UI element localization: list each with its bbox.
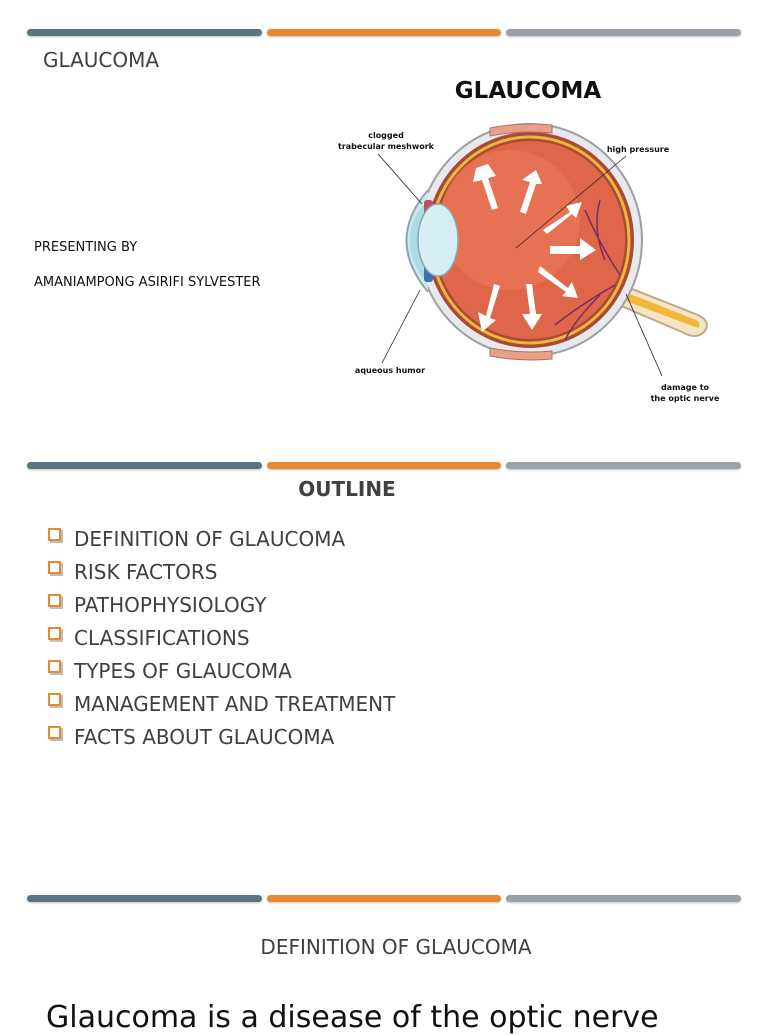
- glaucoma-eye-diagram: [330, 70, 740, 415]
- outline-item-label: MANAGEMENT AND TREATMENT: [74, 691, 396, 716]
- outline-title: OUTLINE: [298, 477, 396, 501]
- list-item: [48, 720, 395, 753]
- label-damage-to: damage to: [660, 383, 710, 392]
- accent-bar-orange: [267, 895, 501, 902]
- definition-slide: [0, 887, 768, 1035]
- title-slide: [0, 0, 768, 455]
- checkbox-bullet-icon: [48, 528, 61, 541]
- label-high-pressure: high pressure: [606, 145, 670, 154]
- label-aqueous-humor: aqueous humor: [354, 366, 426, 375]
- presenting-by-label: PRESENTING BY: [34, 240, 138, 255]
- accent-bar-orange: [267, 29, 501, 36]
- diagram-heading: GLAUCOMA: [454, 78, 602, 104]
- definition-title: DEFINITION OF GLAUCOMA: [260, 935, 532, 959]
- outline-item-label: RISK FACTORS: [74, 559, 218, 584]
- accent-bar-gray: [506, 895, 741, 902]
- accent-bar-gray: [506, 29, 741, 36]
- accent-bar-orange: [267, 462, 501, 469]
- outline-item-label: PATHOPHYSIOLOGY: [74, 592, 267, 617]
- list-item: [48, 621, 395, 654]
- slide-title: GLAUCOMA: [43, 48, 160, 72]
- checkbox-bullet-icon: [48, 594, 61, 607]
- checkbox-bullet-icon: [48, 561, 61, 574]
- list-item: [48, 588, 395, 621]
- checkbox-bullet-icon: [48, 660, 61, 673]
- list-item: [48, 687, 395, 720]
- list-item: [48, 654, 395, 687]
- label-clogged: clogged: [368, 131, 404, 140]
- accent-bar-slate: [27, 462, 262, 469]
- outline-item-label: CLASSIFICATIONS: [74, 625, 250, 650]
- label-trabecular-meshwork: trabecular meshwork: [338, 142, 434, 151]
- outline-item-label: TYPES OF GLAUCOMA: [74, 658, 292, 683]
- outline-item-label: FACTS ABOUT GLAUCOMA: [74, 724, 335, 749]
- list-item: [48, 522, 395, 555]
- accent-bar-slate: [27, 29, 262, 36]
- outline-list: [48, 522, 395, 753]
- checkbox-bullet-icon: [48, 627, 61, 640]
- accent-bar-gray: [506, 462, 741, 469]
- checkbox-bullet-icon: [48, 693, 61, 706]
- presenter-name: AMANIAMPONG ASIRIFI SYLVESTER: [34, 275, 261, 290]
- definition-body-text: Glaucoma is a disease of the optic nerve: [46, 1000, 659, 1035]
- label-optic-nerve: the optic nerve: [650, 394, 720, 403]
- outline-item-label: DEFINITION OF GLAUCOMA: [74, 526, 346, 551]
- checkbox-bullet-icon: [48, 726, 61, 739]
- list-item: [48, 555, 395, 588]
- outline-slide: [0, 455, 768, 887]
- accent-bar-slate: [27, 895, 262, 902]
